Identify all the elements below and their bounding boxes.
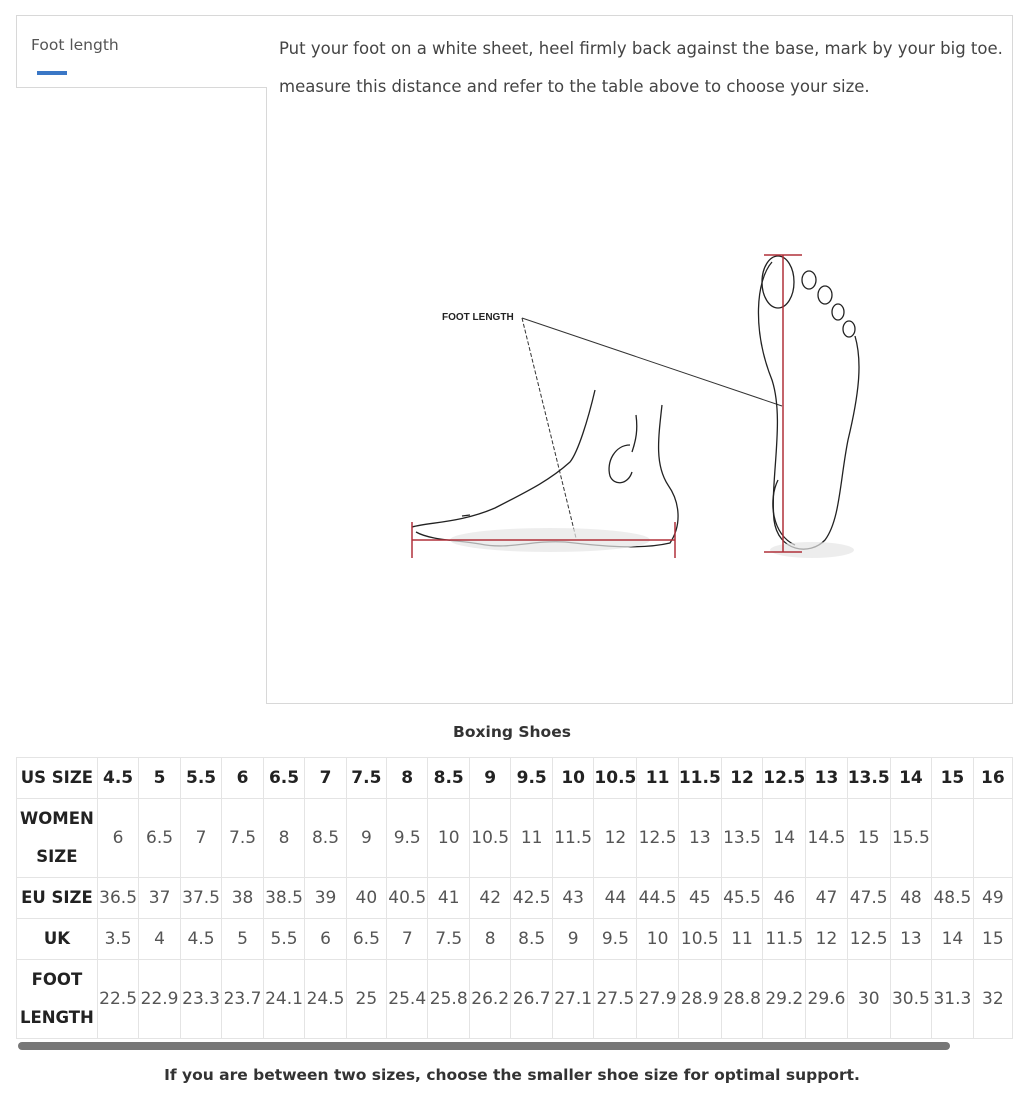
table-cell: 13 bbox=[890, 919, 931, 960]
table-cell: 41 bbox=[428, 878, 469, 919]
table-cell: 6.5 bbox=[139, 799, 180, 878]
table-cell: 25.8 bbox=[428, 960, 469, 1039]
table-cell: 25.4 bbox=[386, 960, 427, 1039]
table-cell: 11 bbox=[511, 799, 552, 878]
table-cell: 45 bbox=[678, 878, 721, 919]
foot-length-label: FOOT LENGTH bbox=[442, 312, 514, 323]
table-row bbox=[17, 919, 1013, 960]
table-cell: 7 bbox=[305, 758, 346, 799]
table-cell: 8 bbox=[469, 919, 510, 960]
table-cell: 6 bbox=[305, 919, 346, 960]
table-cell: 38.5 bbox=[263, 878, 304, 919]
table-cell: 14.5 bbox=[806, 799, 847, 878]
table-cell: 12 bbox=[806, 919, 847, 960]
table-cell: 25 bbox=[346, 960, 386, 1039]
table-cell: 10 bbox=[552, 758, 593, 799]
table-cell: 7.5 bbox=[346, 758, 386, 799]
table-cell: 45.5 bbox=[721, 878, 762, 919]
table-cell: 27.5 bbox=[594, 960, 637, 1039]
table-cell: 15 bbox=[932, 758, 973, 799]
table-cell: 26.2 bbox=[469, 960, 510, 1039]
table-cell: 14 bbox=[932, 919, 973, 960]
table-cell: 4 bbox=[139, 919, 180, 960]
table-cell: 3.5 bbox=[97, 919, 138, 960]
table-cell: 4.5 bbox=[97, 758, 138, 799]
table-cell: 7.5 bbox=[222, 799, 263, 878]
row-header: UK bbox=[17, 919, 98, 960]
table-cell: 47.5 bbox=[847, 878, 890, 919]
table-cell: 27.9 bbox=[637, 960, 678, 1039]
table-cell: 8 bbox=[263, 799, 304, 878]
table-cell: 12 bbox=[594, 799, 637, 878]
tab-label: Foot length bbox=[31, 36, 119, 54]
table-cell: 10.5 bbox=[594, 758, 637, 799]
table-cell: 15 bbox=[847, 799, 890, 878]
table-cell: 13 bbox=[678, 799, 721, 878]
table-cell: 6 bbox=[222, 758, 263, 799]
table-cell: 13 bbox=[806, 758, 847, 799]
table-cell: 12.5 bbox=[763, 758, 806, 799]
table-row bbox=[17, 960, 1013, 1039]
table-cell: 10 bbox=[428, 799, 469, 878]
table-cell: 5.5 bbox=[180, 758, 221, 799]
table-cell: 7 bbox=[180, 799, 221, 878]
table-cell: 9.5 bbox=[386, 799, 427, 878]
size-table bbox=[16, 757, 1013, 1039]
table-cell: 13.5 bbox=[721, 799, 762, 878]
table-cell: 23.3 bbox=[180, 960, 221, 1039]
table-cell: 11.5 bbox=[763, 919, 806, 960]
foot-sole-icon bbox=[758, 256, 859, 558]
table-cell: 48.5 bbox=[932, 878, 973, 919]
table-cell: 12.5 bbox=[847, 919, 890, 960]
table-cell: 9 bbox=[552, 919, 593, 960]
table-cell: 11 bbox=[637, 758, 678, 799]
table-cell: 10.5 bbox=[678, 919, 721, 960]
table-cell: 6.5 bbox=[346, 919, 386, 960]
table-cell: 15 bbox=[973, 919, 1012, 960]
table-cell: 12.5 bbox=[637, 799, 678, 878]
table-cell: 24.5 bbox=[305, 960, 346, 1039]
table-cell: 16 bbox=[973, 758, 1012, 799]
horizontal-scrollbar[interactable] bbox=[16, 1040, 1013, 1052]
table-cell: 22.5 bbox=[97, 960, 138, 1039]
table-cell: 9 bbox=[469, 758, 510, 799]
table-cell: 40 bbox=[346, 878, 386, 919]
table-cell: 22.9 bbox=[139, 960, 180, 1039]
table-cell: 37.5 bbox=[180, 878, 221, 919]
table-cell: 27.1 bbox=[552, 960, 593, 1039]
table-cell: 12 bbox=[721, 758, 762, 799]
table-cell: 29.2 bbox=[763, 960, 806, 1039]
table-cell: 5 bbox=[139, 758, 180, 799]
table-row bbox=[17, 758, 1013, 799]
table-cell: 7 bbox=[386, 919, 427, 960]
row-header: EU SIZE bbox=[17, 878, 98, 919]
table-row bbox=[17, 878, 1013, 919]
table-cell: 11.5 bbox=[552, 799, 593, 878]
side-foot-icon bbox=[412, 390, 678, 552]
table-cell: 49 bbox=[973, 878, 1012, 919]
table-cell: 9.5 bbox=[594, 919, 637, 960]
table-cell: 32 bbox=[973, 960, 1012, 1039]
table-cell: 8 bbox=[386, 758, 427, 799]
table-cell: 38 bbox=[222, 878, 263, 919]
table-cell: 8.5 bbox=[305, 799, 346, 878]
table-cell: 28.9 bbox=[678, 960, 721, 1039]
table-cell: 24.1 bbox=[263, 960, 304, 1039]
table-cell: 42 bbox=[469, 878, 510, 919]
table-cell: 6.5 bbox=[263, 758, 304, 799]
table-cell: 9 bbox=[346, 799, 386, 878]
table-cell: 10.5 bbox=[469, 799, 510, 878]
section-title: Boxing Shoes bbox=[453, 723, 571, 741]
active-tab-indicator bbox=[37, 71, 67, 75]
table-cell: 29.6 bbox=[806, 960, 847, 1039]
table-cell: 15.5 bbox=[890, 799, 931, 878]
table-cell: 44 bbox=[594, 878, 637, 919]
size-advice-note: If you are between two sizes, choose the smaller shoe size for optimal support. bbox=[164, 1066, 860, 1084]
table-cell: 42.5 bbox=[511, 878, 552, 919]
table-cell: 28.8 bbox=[721, 960, 762, 1039]
table-cell: 40.5 bbox=[386, 878, 427, 919]
table-cell: 46 bbox=[763, 878, 806, 919]
table-cell: 11 bbox=[721, 919, 762, 960]
measurement-instructions: Put your foot on a white sheet, heel firmly back against the base, mark by your big toe. measure this distance and refer to the table above to choose your size. bbox=[279, 39, 1003, 96]
table-cell: 14 bbox=[890, 758, 931, 799]
table-cell: 48 bbox=[890, 878, 931, 919]
table-cell: 5 bbox=[222, 919, 263, 960]
table-cell bbox=[973, 799, 1012, 878]
table-cell: 31.3 bbox=[932, 960, 973, 1039]
table-cell: 9.5 bbox=[511, 758, 552, 799]
table-cell: 11.5 bbox=[678, 758, 721, 799]
table-cell: 8.5 bbox=[511, 919, 552, 960]
table-cell: 8.5 bbox=[428, 758, 469, 799]
table-cell bbox=[932, 799, 973, 878]
table-cell: 13.5 bbox=[847, 758, 890, 799]
size-chart-table[interactable] bbox=[16, 757, 1013, 1039]
table-cell: 4.5 bbox=[180, 919, 221, 960]
table-cell: 30 bbox=[847, 960, 890, 1039]
table-cell: 47 bbox=[806, 878, 847, 919]
table-cell: 6 bbox=[97, 799, 138, 878]
table-cell: 23.7 bbox=[222, 960, 263, 1039]
table-row bbox=[17, 799, 1013, 878]
table-cell: 26.7 bbox=[511, 960, 552, 1039]
table-cell: 44.5 bbox=[637, 878, 678, 919]
table-cell: 36.5 bbox=[97, 878, 138, 919]
table-cell: 5.5 bbox=[263, 919, 304, 960]
table-cell: 39 bbox=[305, 878, 346, 919]
tab-foot-length[interactable] bbox=[16, 15, 266, 88]
table-cell: 7.5 bbox=[428, 919, 469, 960]
row-header: US SIZE bbox=[17, 758, 98, 799]
row-header: FOOT LENGTH bbox=[17, 960, 98, 1039]
table-cell: 30.5 bbox=[890, 960, 931, 1039]
foot-measurement-illustration bbox=[400, 240, 880, 580]
table-cell: 37 bbox=[139, 878, 180, 919]
table-cell: 14 bbox=[763, 799, 806, 878]
table-cell: 10 bbox=[637, 919, 678, 960]
table-cell: 43 bbox=[552, 878, 593, 919]
scrollbar-thumb[interactable] bbox=[18, 1042, 950, 1050]
row-header: WOMEN SIZE bbox=[17, 799, 98, 878]
